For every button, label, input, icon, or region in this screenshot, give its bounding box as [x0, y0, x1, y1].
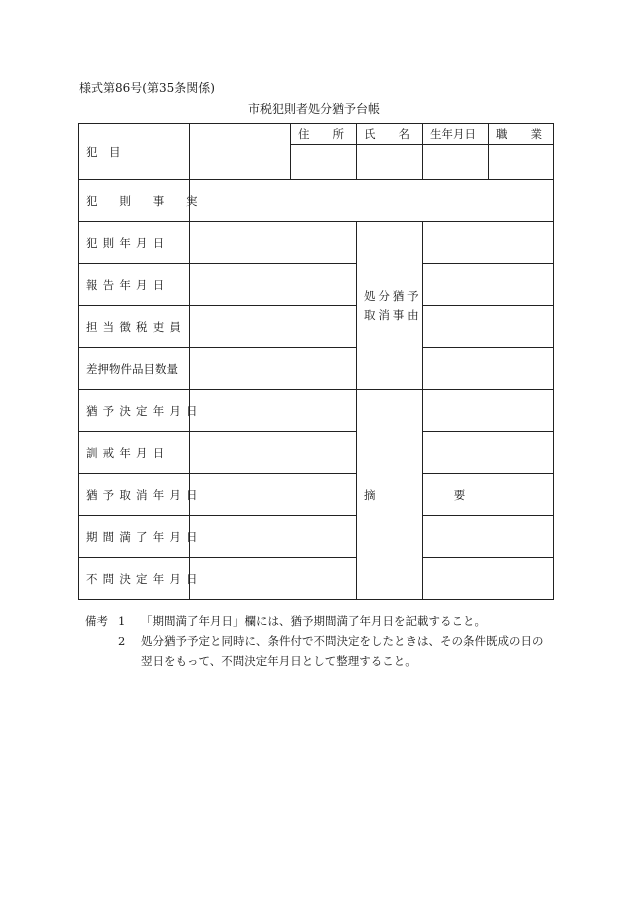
row-field[interactable] — [190, 180, 554, 222]
offender-field[interactable] — [190, 124, 291, 180]
reason-field[interactable] — [423, 348, 554, 390]
notes-heading: 備考 — [85, 614, 108, 628]
row-label: 担当徴税吏員 — [79, 306, 190, 348]
offender-label: 犯 目 — [79, 124, 190, 180]
row-field[interactable] — [190, 474, 357, 516]
reason-field[interactable] — [423, 264, 554, 306]
note-number: 2 — [118, 634, 126, 648]
register-table — [78, 123, 554, 600]
summary-field[interactable] — [423, 516, 554, 558]
cancellation-reason-label — [357, 222, 423, 390]
row-field[interactable] — [190, 558, 357, 600]
row-label: 訓戒年月日 — [79, 432, 190, 474]
row-field[interactable] — [190, 264, 357, 306]
row-label: 差押物件品目数量 — [79, 348, 190, 390]
address-header: 住 所 — [291, 124, 357, 145]
summary-field[interactable] — [423, 558, 554, 600]
row-label: 猶予決定年月日 — [79, 390, 190, 432]
row-field[interactable] — [190, 390, 357, 432]
row-field[interactable] — [190, 222, 357, 264]
summary-label: 摘 要 — [357, 390, 423, 600]
note-number: 1 — [118, 614, 126, 628]
row-label: 犯 則 事 実 — [79, 180, 190, 222]
row-field[interactable] — [190, 348, 357, 390]
reason-field[interactable] — [423, 222, 554, 264]
row-field[interactable] — [190, 306, 357, 348]
address-field[interactable] — [291, 145, 357, 180]
row-label: 報告年月日 — [79, 264, 190, 306]
occupation-field[interactable] — [489, 145, 554, 180]
note-text-continuation: 翌日をもって、不問決定年月日として整理すること。 — [141, 654, 417, 668]
row-label: 犯則年月日 — [79, 222, 190, 264]
reason-field[interactable] — [423, 306, 554, 348]
note-text: 処分猶予予定と同時に、条件付で不問決定をしたときは、その条件既成の日の — [141, 634, 544, 648]
remarks — [85, 611, 544, 671]
birthdate-field[interactable] — [423, 145, 489, 180]
document-title: 市税犯則者処分猶予台帳 — [248, 102, 381, 116]
row-label: 不問決定年月日 — [79, 558, 190, 600]
row-label: 期間満了年月日 — [79, 516, 190, 558]
name-field[interactable] — [357, 145, 423, 180]
note-item — [85, 631, 544, 651]
occupation-header: 職 業 — [489, 124, 554, 145]
reason-label-line: 処分猶予 — [364, 289, 422, 304]
birthdate-header: 生年月日 — [423, 124, 489, 145]
note-item — [85, 611, 544, 631]
form-number: 様式第86号(第35条関係) — [79, 81, 215, 95]
reason-label-line: 取消事由 — [364, 307, 422, 322]
row-field[interactable] — [190, 432, 357, 474]
row-field[interactable] — [190, 516, 357, 558]
summary-field[interactable] — [423, 432, 554, 474]
note-text: 「期間満了年月日」欄には、猶予期間満了年月日を記載すること。 — [141, 614, 486, 628]
summary-field[interactable] — [423, 390, 554, 432]
row-label: 猶予取消年月日 — [79, 474, 190, 516]
name-header: 氏 名 — [357, 124, 423, 145]
